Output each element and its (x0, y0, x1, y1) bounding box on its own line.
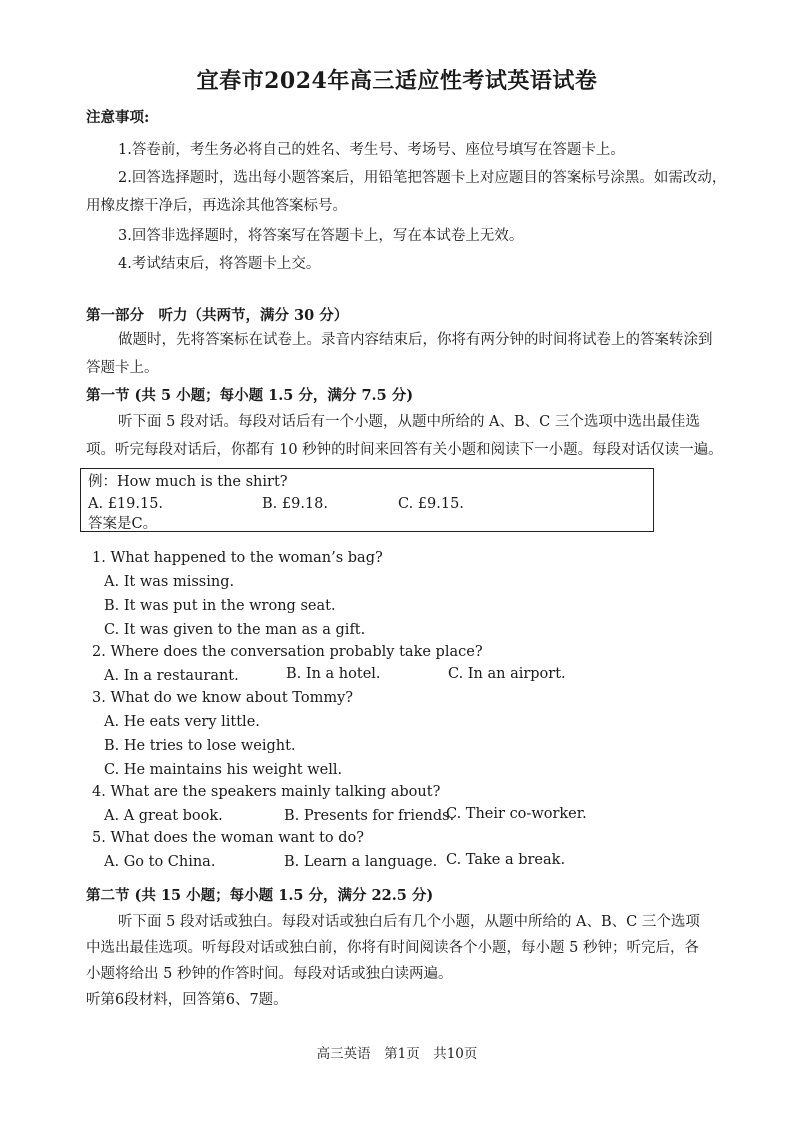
section2-instruction: 听第6段材料，回答第6、7题。 (86, 992, 288, 1008)
section2-heading: 第二节 (共 15 小题；每小题 1.5 分，满分 22.5 分) (86, 887, 434, 904)
question-option: A. In a restaurant. (104, 668, 239, 684)
question-option: B. He tries to lose weight. (104, 738, 296, 754)
part1-intro: 答题卡上。 (86, 360, 159, 376)
notice-item: 1.答卷前，考生务必将自己的姓名、考生号、考场号、座位号填写在答题卡上。 (118, 142, 625, 158)
notice-item: 2.回答选择题时，选出每小题答案后，用铅笔把答题卡上对应题目的答案标号涂黑。如需改动， (118, 170, 727, 186)
part1-heading: 第一部分 听力（共两节，满分 30 分） (86, 307, 349, 324)
question-stem: 2. Where does the conversation probably take place? (92, 644, 483, 660)
section1-intro: 听下面 5 段对话。每段对话后有一个小题，从题中所给的 A、B、C 三个选项中选出最佳选 (118, 414, 700, 430)
question-stem: 1. What happened to the woman’s bag? (92, 550, 383, 566)
question-option: A. Go to China. (104, 854, 216, 870)
question-option: C. It was given to the man as a gift. (104, 622, 366, 638)
notice-item: 4.考试结束后，将答题卡上交。 (118, 256, 321, 272)
example-option-c: C. £9.15. (398, 496, 464, 512)
question-stem: 3. What do we know about Tommy? (92, 690, 354, 706)
question-stem: 5. What does the woman want to do? (92, 830, 365, 846)
question-option: C. He maintains his weight well. (104, 762, 343, 778)
question-stem: 4. What are the speakers mainly talking about? (92, 784, 441, 800)
question-option: B. In a hotel. (286, 666, 381, 682)
question-option: B. Learn a language. (284, 854, 438, 870)
question-option: A. A great book. (104, 808, 223, 824)
page-footer: 高三英语 第1页 共10页 (316, 1046, 478, 1062)
section2-intro: 小题将给出 5 秒钟的作答时间。每段对话或独白读两遍。 (86, 966, 453, 982)
notice-item: 3.回答非选择题时，将答案写在答题卡上，写在本试卷上无效。 (118, 228, 524, 244)
question-option: B. It was put in the wrong seat. (104, 598, 336, 614)
question-option: C. Their co-worker. (446, 806, 587, 822)
section1-heading: 第一节 (共 5 小题；每小题 1.5 分，满分 7.5 分) (86, 387, 414, 404)
part1-intro: 做题时，先将答案标在试卷上。录音内容结束后，你将有两分钟的时间将试卷上的答案转涂到 (118, 332, 713, 348)
question-option: A. He eats very little. (104, 714, 260, 730)
example-option-a: A. £19.15. (88, 496, 164, 512)
notice-heading: 注意事项: (86, 109, 150, 126)
example-question: 例：How much is the shirt? (88, 474, 288, 490)
question-option: B. Presents for friends. (284, 808, 455, 824)
question-option: C. In an airport. (448, 666, 566, 682)
question-option: C. Take a break. (446, 852, 566, 868)
section2-intro: 听下面 5 段对话或独白。每段对话或独白后有几个小题，从题中所给的 A、B、C 三个选项 (118, 914, 700, 930)
notice-item: 用橡皮擦干净后，再选涂其他答案标号。 (86, 198, 347, 214)
example-option-b: B. £9.18. (262, 496, 328, 512)
section2-intro: 中选出最佳选项。听每段对话或独白前，你将有时间阅读各个小题，每小题 5 秒钟；听完后，各 (86, 940, 699, 956)
question-option: A. It was missing. (104, 574, 235, 590)
exam-title: 宜春市2024年高三适应性考试英语试卷 (196, 68, 598, 94)
section1-intro: 项。听完每段对话后，你都有 10 秒钟的时间来回答有关小题和阅读下一小题。每段对话仅读一遍。 (86, 442, 723, 458)
example-answer: 答案是C。 (88, 516, 158, 532)
